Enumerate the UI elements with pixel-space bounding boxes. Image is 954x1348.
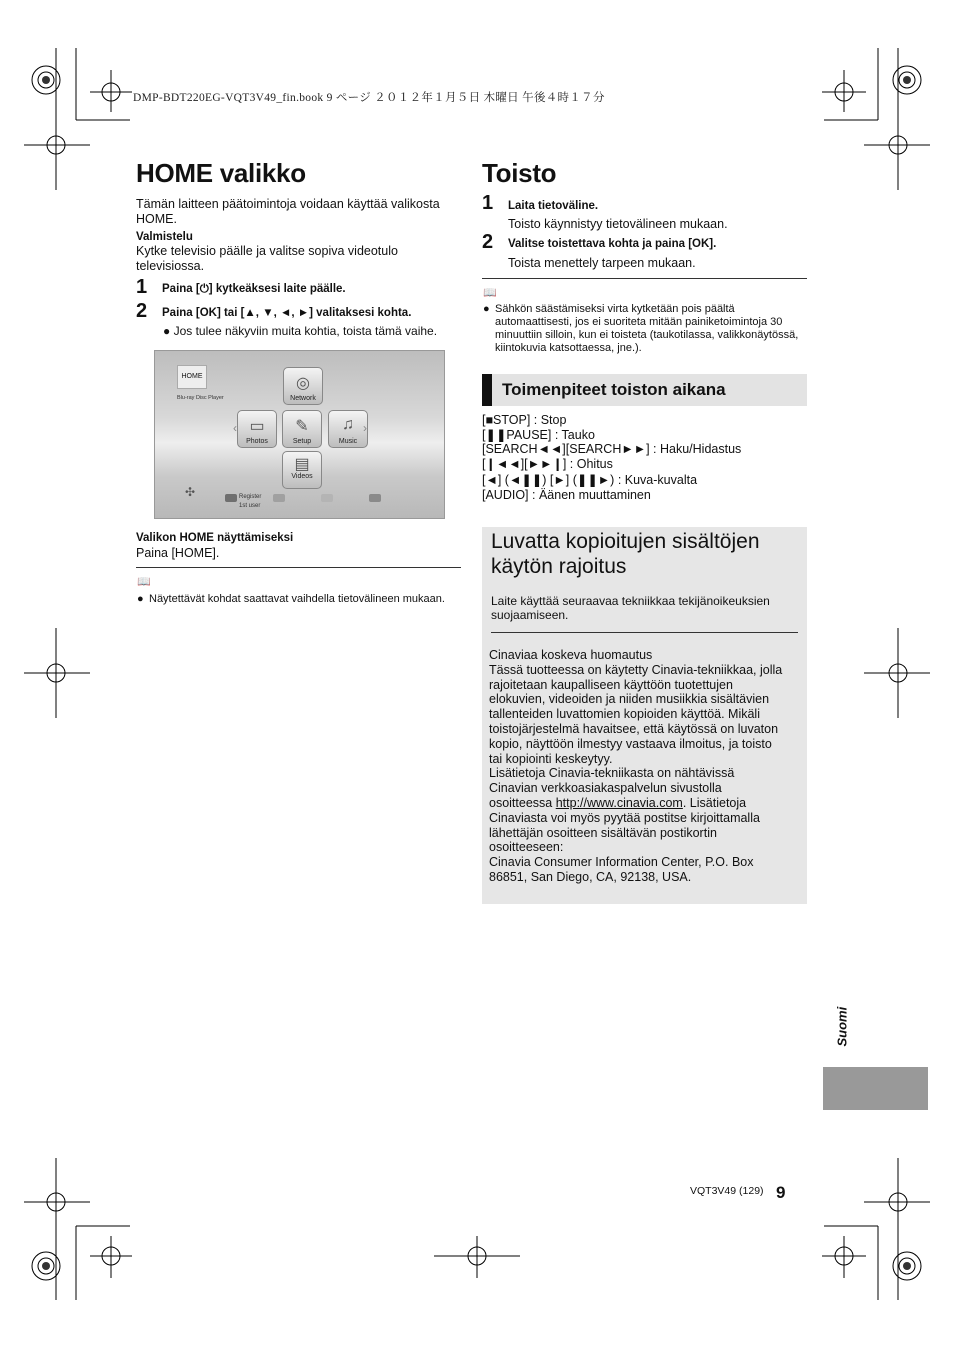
menu-tile-network: ◎ Network: [283, 367, 323, 405]
show-home-title: Valikon HOME näyttämiseksi: [136, 532, 294, 544]
dpad-icon: ✣: [185, 485, 196, 499]
chevron-left-icon: ‹: [233, 421, 237, 435]
film-icon: ▤: [294, 456, 310, 473]
operations-title: Toimenpiteet toiston aikana: [502, 380, 726, 399]
music-icon: ♫: [342, 416, 354, 433]
page-title-home: HOME valikko: [136, 158, 306, 188]
divider: [491, 632, 798, 633]
note-icon: 📖: [137, 576, 151, 588]
setup-icon: ✎: [295, 418, 309, 435]
chevron-right-icon: ›: [363, 421, 367, 435]
note-icon: 📖: [483, 287, 497, 299]
operation-item: [SEARCH◄◄][SEARCH►►] : Haku/Hidastus: [482, 442, 742, 457]
first-user-label: 1st user: [239, 503, 261, 509]
red-button-icon: [225, 494, 237, 502]
home-intro: Tämän laitteen päätoimintoja voidaan käyttää valikosta HOME.: [136, 197, 440, 226]
step-subtext: Toisto käynnistyy tietovälineen mukaan.: [508, 217, 728, 231]
operation-item: [■STOP] : Stop: [482, 413, 567, 427]
step-number: 1: [136, 276, 148, 298]
step-subtext: Toista menettely tarpeen mukaan.: [508, 256, 696, 270]
operation-item: [◄] (◄❚❚) [►] (❚❚►) : Kuva-kuvalta: [482, 473, 698, 488]
step-number: 2: [482, 231, 494, 253]
home-box: HOME: [177, 365, 207, 389]
panel-intro: Laite käyttää seuraavaa tekniikkaa tekijänoikeuksien suojaamiseen.: [491, 594, 770, 622]
step-text: Paina [⏻] kytkeäksesi laite päälle.: [162, 283, 346, 295]
divider: [136, 567, 461, 568]
panel-title-line2: käytön rajoitus: [491, 555, 627, 578]
heading-marker: [482, 374, 492, 406]
menu-tile-setup: ✎ Setup: [282, 410, 322, 448]
note-text: ● Näytettävät kohdat saattavat vaihdella tietovälineen mukaan.: [137, 593, 445, 605]
bullet-item: ● Jos tulee näkyviin muita kohtia, toista tämä vaihe.: [163, 324, 438, 338]
panel-title-line1: Luvatta kopioitujen sisältöjen: [491, 530, 760, 553]
show-home-text: Paina [HOME].: [136, 546, 220, 560]
note-text: ● Sähkön säästämiseksi virta kytketään pois päältä automaattisesti, jos ei suoriteta mitään painiketoimintoja 30 minuuttiin silloin, kun ei toisteta (taukotilassa, valikkonäytössä, kiintokuvia katsottaessa, jne.).: [483, 303, 799, 354]
step-number: 2: [136, 300, 148, 322]
cinavia-link[interactable]: http://www.cinavia.com: [555, 795, 683, 810]
section-heading-operations: [482, 374, 807, 406]
prep-text: Kytke televisio päälle ja valitse sopiva videotulo televisiossa.: [136, 244, 398, 273]
operation-item: [❙◄◄][►►❙] : Ohitus: [482, 456, 613, 471]
menu-tile-videos: ▤ Videos: [282, 451, 322, 489]
home-menu-screenshot: [154, 350, 445, 519]
menu-tile-photos: ▭ Photos: [237, 410, 277, 448]
operations-list: [482, 413, 741, 503]
print-header: DMP-BDT220EG-VQT3V49_fin.book 9 ページ ２０１２年１月５日 木曜日 午後４時１７分: [133, 92, 605, 104]
yellow-button-icon: [321, 494, 333, 502]
divider: [482, 278, 807, 279]
footer-code: VQT3V49 (129): [690, 1185, 764, 1197]
network-icon: ◎: [296, 375, 310, 392]
bullet-text: Jos tulee näkyviin muita kohtia, toista tämä vaihe.: [173, 324, 438, 338]
menu-tile-music: ♫ Music: [328, 410, 368, 448]
register-label: Register: [239, 494, 262, 500]
operation-item: [❚❚PAUSE] : Tauko: [482, 427, 595, 442]
language-label: Suomi: [834, 1006, 850, 1047]
photos-icon: ▭: [249, 418, 265, 435]
page-title-toisto: Toisto: [482, 158, 557, 188]
cinavia-notice: Cinaviaa koskeva huomautus Tässä tuotteessa on käytetty Cinavia-tekniikkaa, jolla rajoitetaan kaupalliseen käyttöön tuotettujen elokuvien, videoiden ja niiden musiikkia sisältävien tallenteiden luvattomien kopioiden käyttöä. Mikäli toistojärjestelmä havaitsee, että käytössä on luvaton kopio, näyttöön ilmestyy vastaava ilmoitus, ja toisto tai kopiointi keskeytyy. Lisätietoja Cinavia-tekniikasta on nähtävissä Cinavian verkkoasiakaspalvelun sivustolla osoitteessa http://www.cinavia.com. Lisätietoja Cinaviasta voi myös pyytää postitse kirjoittamalla lähettäjän osoitteen sisältävän postikortin osoitteeseen: Cinavia Consumer Information Center, P.O. Box 86851, San Diego, CA, 92138, USA.: [489, 648, 783, 884]
green-button-icon: [273, 494, 285, 502]
operation-item: [AUDIO] : Äänen muuttaminen: [482, 487, 651, 502]
step-text: Paina [OK] tai [▲, ▼, ◄, ►] valitaksesi kohta.: [162, 307, 412, 319]
player-label: Blu-ray Disc Player: [177, 395, 224, 401]
step-number: 1: [482, 192, 494, 214]
step-text: Valitse toistettava kohta ja paina [OK].: [508, 238, 717, 250]
language-tab: [823, 1067, 928, 1110]
copy-restriction-panel: [482, 527, 807, 904]
prep-title: Valmistelu: [136, 231, 193, 243]
page-number: 9: [776, 1183, 786, 1202]
step-text: Laita tietoväline.: [508, 200, 599, 212]
blue-button-icon: [369, 494, 381, 502]
